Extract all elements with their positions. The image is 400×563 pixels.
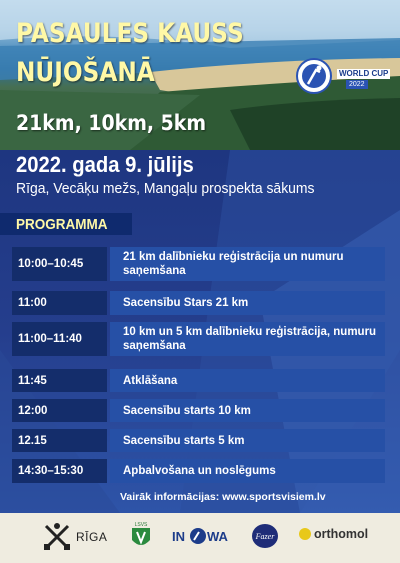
lsvs-label: LSVS [134, 522, 148, 528]
program-time: 10:00–10:45 [12, 247, 107, 281]
program-row [12, 291, 385, 315]
program-time: 12:00 [12, 399, 107, 422]
program-row [12, 322, 385, 356]
title-line-1: PASAULES KAUSS [16, 18, 244, 49]
program-row [12, 399, 385, 422]
lsvs-shield-logo [130, 520, 152, 550]
program-heading: PROGRAMMA [16, 216, 108, 233]
inowa-logo [172, 525, 232, 547]
world-cup-year: 2022 [346, 80, 368, 89]
orthomol-logo-text: orthomol [314, 527, 369, 541]
program-text: Sacensību starts 5 km [110, 429, 385, 452]
program-time: 11:00–11:40 [12, 322, 107, 356]
svg-text:WA: WA [207, 529, 228, 544]
riga-logo-text: RĪGA [76, 530, 108, 544]
orthomol-circle-icon [298, 527, 312, 541]
distances-subtitle: 21km, 10km, 5km [16, 111, 207, 135]
program-text: Atklāšana [110, 369, 385, 392]
more-info-link[interactable]: Vairāk informācijas: www.sportsvisiem.lv [120, 491, 326, 503]
fazer-logo [251, 522, 279, 550]
program-text: Sacensību Stars 21 km [110, 291, 385, 315]
program-row [12, 429, 385, 452]
world-cup-label: WORLD CUP [339, 69, 389, 78]
program-text: Apbalvošana un noslēgums [110, 459, 385, 483]
program-text: 10 km un 5 km dalībnieku reģistrācija, numuru saņemšana [110, 322, 385, 356]
program-text: Sacensību starts 10 km [110, 399, 385, 422]
event-location: Rīga, Vecāķu mežs, Mangaļu prospekta sākums [16, 180, 315, 197]
svg-text:IN: IN [172, 529, 185, 544]
program-time: 11:45 [12, 369, 107, 392]
program-heading-bar [0, 213, 132, 235]
title-line-2: NŪJOŠANĀ [16, 57, 155, 88]
riga-crossed-keys-icon [42, 522, 72, 552]
program-time: 14:30–15:30 [12, 459, 107, 483]
program-row [12, 247, 385, 281]
program-time: 11:00 [12, 291, 107, 315]
program-time: 12.15 [12, 429, 107, 452]
program-row [12, 459, 385, 483]
program-text: 21 km dalībnieku reģistrācija un numuru saņemšana [110, 247, 385, 281]
fazer-label: Fazer [255, 532, 275, 541]
program-row [12, 369, 385, 392]
event-date: 2022. gada 9. jūlijs [16, 152, 194, 177]
